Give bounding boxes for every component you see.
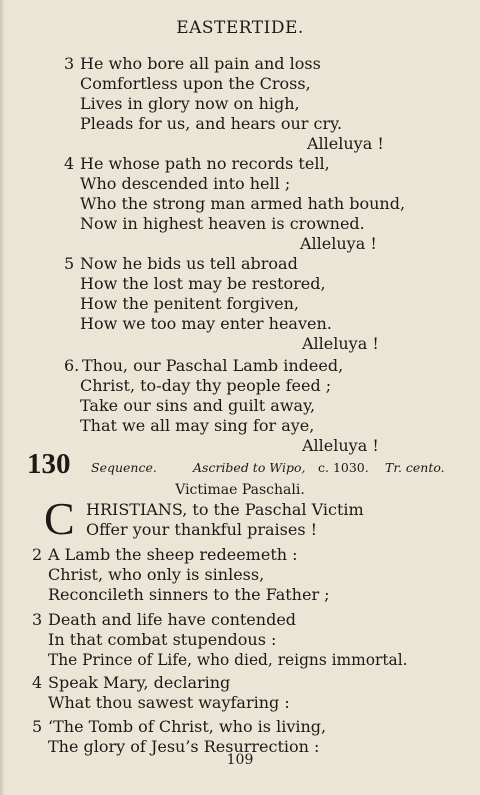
hymn-number: 130 — [27, 448, 71, 480]
stanza-line: Lives in glory now on high, — [80, 94, 300, 113]
verse-line: The glory of Jesu’s Resurrection : — [48, 737, 320, 756]
stanza-line: He whose path no records tell, — [80, 154, 330, 173]
stanza-line: That we all may sing for aye, — [80, 416, 315, 435]
stanza-line: Now in highest heaven is crowned. — [80, 214, 365, 233]
verse-line: What thou sawest wayfaring : — [48, 693, 290, 712]
hymn-ascription: Ascribed to Wipo, — [193, 460, 306, 475]
stanza-refrain: Alleluya ! — [302, 334, 379, 353]
verse-number: 3 — [32, 610, 43, 629]
stanza-line: Who the strong man armed hath bound, — [80, 194, 406, 213]
stanza-line: How the penitent forgiven, — [80, 294, 299, 313]
verse-number: 2 — [32, 545, 43, 564]
stanza-line: Thou, our Paschal Lamb indeed, — [82, 356, 344, 375]
stanza-refrain: Alleluya ! — [300, 234, 377, 253]
verse-line: ‘The Tomb of Christ, who is living, — [48, 717, 327, 736]
verse-line: In that combat stupendous : — [48, 630, 277, 649]
stanza-line: Christ, to-day thy people feed ; — [80, 376, 332, 395]
stanza-number: 6. — [64, 356, 80, 375]
hymn-subtitle: Victimae Paschali. — [175, 482, 305, 498]
page-header: EASTERTIDE. — [176, 18, 304, 38]
verse-number: 4 — [32, 673, 43, 692]
stanza-line: Now he bids us tell abroad — [80, 254, 298, 273]
stanza-number: 4 — [64, 154, 75, 173]
page-spine-shadow — [0, 0, 5, 795]
verse-line: Speak Mary, declaring — [48, 673, 231, 692]
verse-line: Christ, who only is sinless, — [48, 565, 265, 584]
stanza-line: Take our sins and guilt away, — [80, 396, 316, 415]
verse-line: HRISTIANS, to the Paschal Victim — [86, 500, 364, 519]
verse-line: Offer your thankful praises ! — [86, 520, 318, 539]
hymn-form: Sequence. — [91, 460, 157, 475]
verse-line: Reconcileth sinners to the Father ; — [48, 585, 330, 604]
hymn-translation: Tr. cento. — [385, 460, 445, 475]
stanza-line: How we too may enter heaven. — [80, 314, 332, 333]
stanza-number: 5 — [64, 254, 75, 273]
verse-number: 5 — [32, 717, 43, 736]
verse-line: A Lamb the sheep redeemeth : — [48, 545, 298, 564]
stanza-line: He who bore all pain and loss — [80, 54, 321, 73]
verse-line: The Prince of Life, who died, reigns immortal. — [48, 651, 408, 669]
stanza-line: Comfortless upon the Cross, — [80, 74, 311, 93]
stanza-line: How the lost may be restored, — [80, 274, 326, 293]
page-number: 109 — [226, 752, 254, 768]
drop-cap: C — [44, 493, 75, 544]
stanza-refrain: Alleluya ! — [307, 134, 384, 153]
verse-line: Death and life have contended — [48, 610, 297, 629]
stanza-number: 3 — [64, 54, 75, 73]
stanza-line: Pleads for us, and hears our cry. — [80, 114, 343, 133]
hymn-date: c. 1030. — [318, 460, 369, 475]
stanza-line: Who descended into hell ; — [80, 174, 291, 193]
stanza-refrain: Alleluya ! — [302, 436, 379, 455]
